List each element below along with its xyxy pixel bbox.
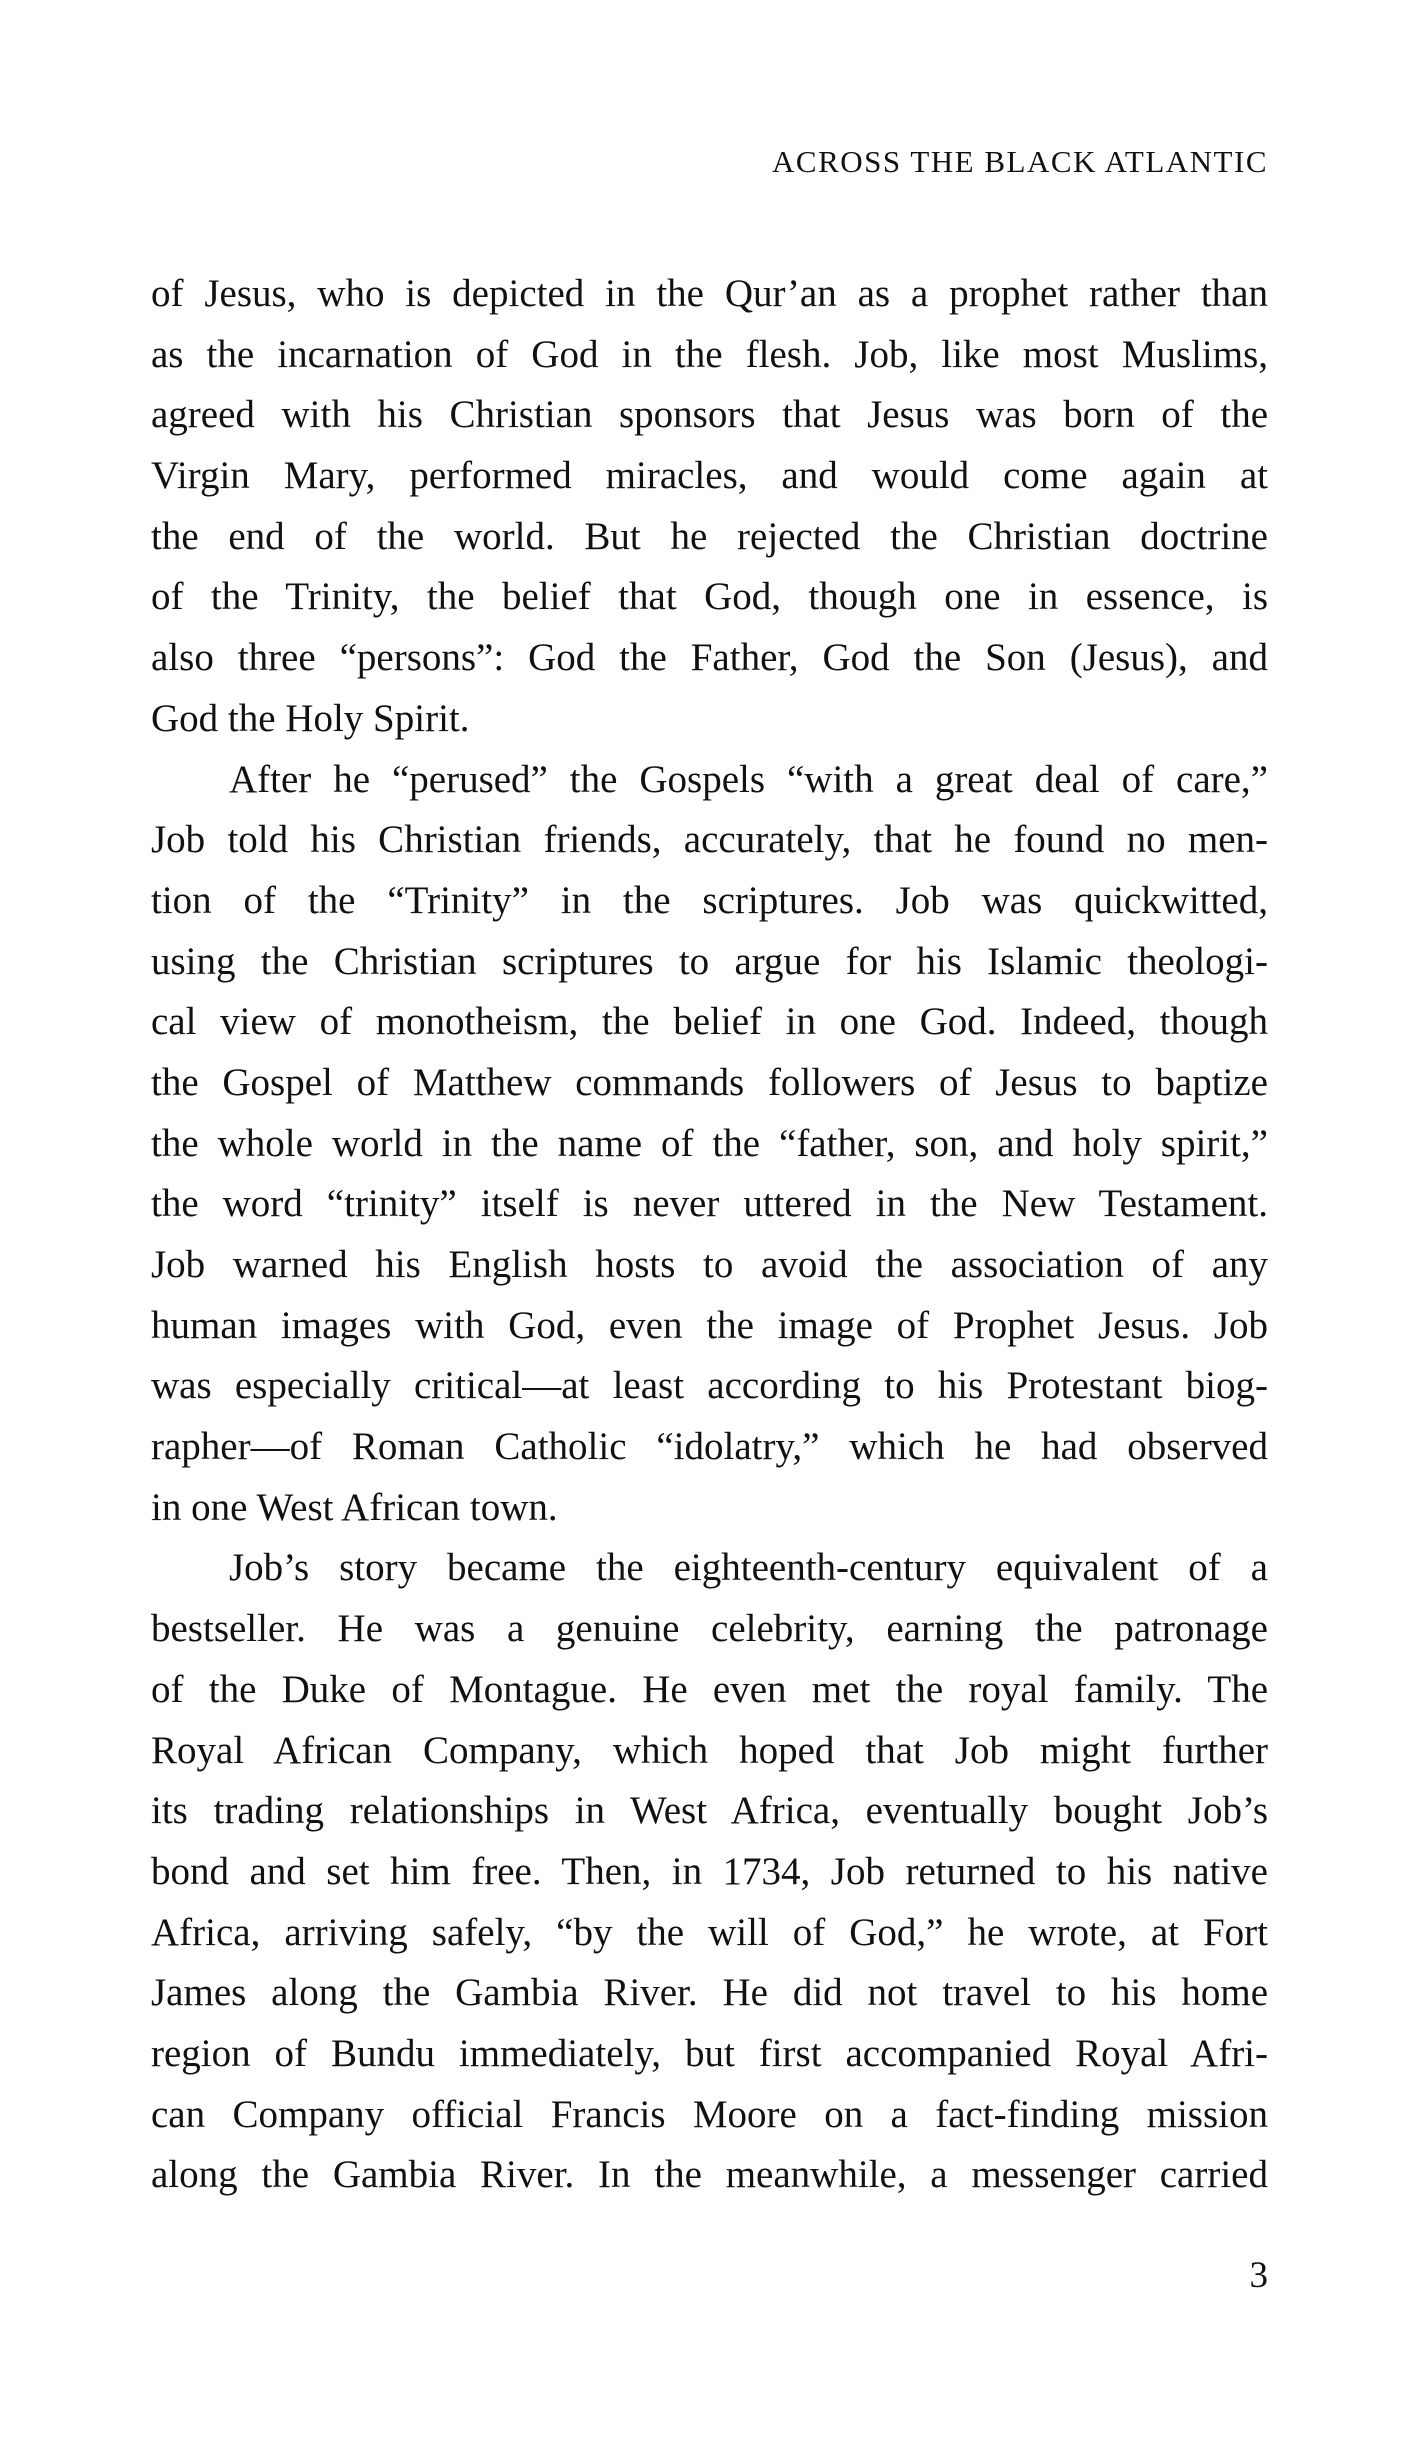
page-number: 3 (1249, 2255, 1268, 2296)
text-line: agreed with his Christian sponsors that Jesus was born of the (151, 393, 1268, 437)
text-line: Virgin Mary, performed miracles, and would come again at (151, 454, 1268, 498)
text-line: in one West African town. (151, 1485, 558, 1529)
text-line: the word “trinity” itself is never uttered in the New Testament. (151, 1182, 1268, 1226)
text-line: tion of the “Trinity” in the scriptures. Job was quickwitted, (151, 878, 1268, 922)
text-line: bond and set him free. Then, in 1734, Job returned to his native (151, 1849, 1268, 1893)
text-line: also three “persons”: God the Father, God the Son (Jesus), and (151, 636, 1268, 680)
body-text (151, 264, 1268, 2206)
text-line: Job told his Christian friends, accurately, that he found no men- (151, 818, 1268, 862)
running-head: ACROSS THE BLACK ATLANTIC (772, 144, 1268, 179)
text-line: Africa, arriving safely, “by the will of God,” he wrote, at Fort (151, 1910, 1268, 1954)
text-line: God the Holy Spirit. (151, 696, 470, 740)
paragraph-3 (151, 1538, 1268, 2206)
text-line: human images with God, even the image of Prophet Jesus. Job (151, 1303, 1268, 1347)
text-line: rapher—of Roman Catholic “idolatry,” which he had observed (151, 1425, 1268, 1469)
text-line: Job’s story became the eighteenth-century equivalent of a (229, 1546, 1268, 1590)
text-line: along the Gambia River. In the meanwhile, a messenger carried (151, 2153, 1268, 2197)
paragraph-1 (151, 264, 1268, 750)
text-line: using the Christian scriptures to argue for his Islamic theologi- (151, 939, 1268, 983)
text-line: After he “perused” the Gospels “with a great deal of care,” (229, 757, 1268, 801)
text-line: of the Trinity, the belief that God, though one in essence, is (151, 575, 1268, 619)
text-line: of Jesus, who is depicted in the Qur’an as a prophet rather than (151, 272, 1268, 315)
text-line: can Company official Francis Moore on a fact-finding mission (151, 2092, 1268, 2136)
text-line: the Gospel of Matthew commands followers of Jesus to baptize (151, 1060, 1268, 1104)
text-line: was especially critical—at least according to his Protestant biog- (151, 1364, 1268, 1408)
text-line: the whole world in the name of the “father, son, and holy spirit,” (151, 1121, 1268, 1165)
text-line: the end of the world. But he rejected the Christian doctrine (151, 514, 1268, 558)
text-line: its trading relationships in West Africa, eventually bought Job’s (151, 1789, 1268, 1833)
text-line: bestseller. He was a genuine celebrity, earning the patronage (151, 1607, 1268, 1651)
text-line: of the Duke of Montague. He even met the royal family. The (151, 1667, 1268, 1711)
text-line: as the incarnation of God in the flesh. Job, like most Muslims, (151, 332, 1268, 376)
paragraph-2 (151, 750, 1268, 1539)
text-line: James along the Gambia River. He did not travel to his home (151, 1971, 1268, 2015)
text-line: Royal African Company, which hoped that Job might further (151, 1728, 1268, 1772)
text-line: cal view of monotheism, the belief in one God. Indeed, though (151, 1000, 1268, 1044)
text-line: Job warned his English hosts to avoid the association of any (151, 1243, 1268, 1286)
text-line: region of Bundu immediately, but first accompanied Royal Afri- (151, 2031, 1268, 2075)
